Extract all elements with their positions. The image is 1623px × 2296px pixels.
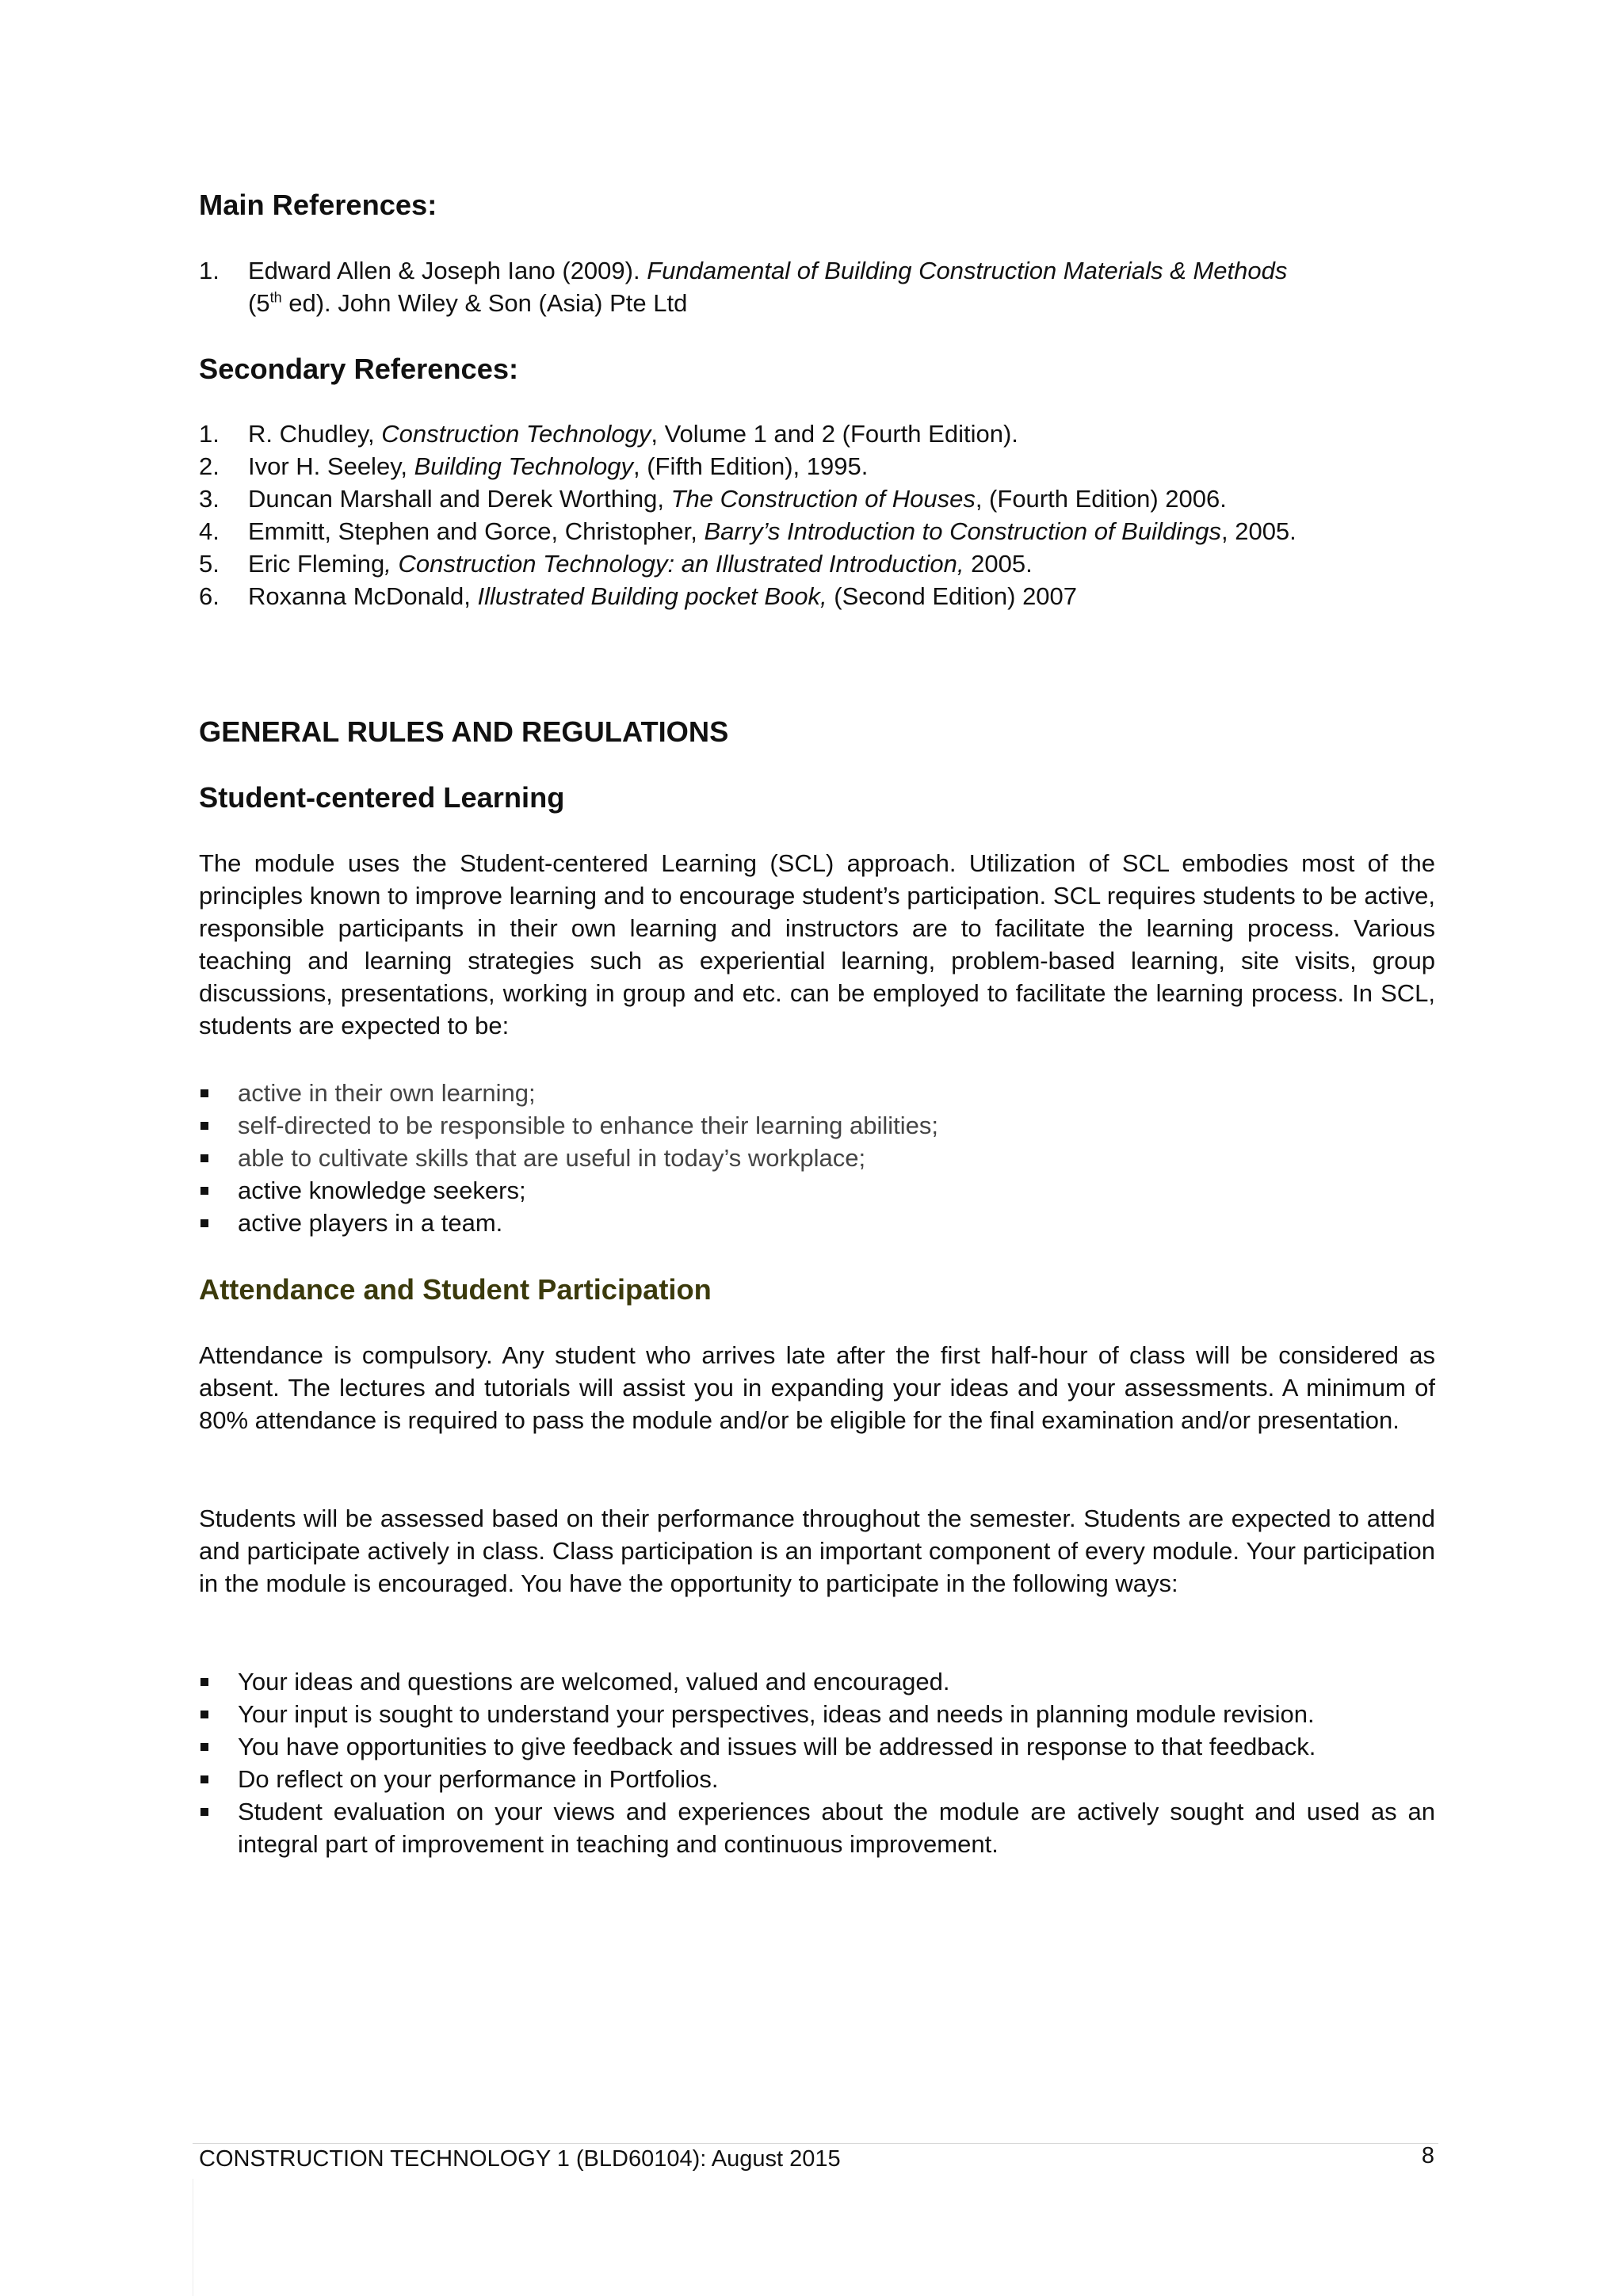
scl-bullet-item: active knowledge seekers;: [199, 1174, 1435, 1207]
scl-bullet-list: [199, 1077, 1435, 1239]
participation-bullet-item: Student evaluation on your views and experiences about the module are actively sought and used as an integral part of improvement in teaching and continuous improvement.: [199, 1795, 1435, 1860]
participation-bullet-item: Your ideas and questions are welcomed, valued and encouraged.: [199, 1665, 1435, 1698]
page-number: 8: [1421, 2143, 1434, 2168]
attendance-heading: Attendance and Student Participation: [199, 1273, 712, 1306]
secondary-references-heading: Secondary References:: [199, 353, 519, 385]
participation-bullet-item: You have opportunities to give feedback and issues will be addressed in response to that feedback.: [199, 1730, 1435, 1763]
scl-paragraph: The module uses the Student-centered Learning (SCL) approach. Utilization of SCL embodies most of the principles known to improve learning and to encourage student’s participation. SCL requires students to be active, responsible participants in their own learning and instructors are to facilitate the learning process. Various teaching and learning strategies such as experiential learning, problem-based learning, site visits, group discussions, presentations, working in group and etc. can be employed to facilitate the learning process. In SCL, students are expected to be:: [199, 849, 1435, 1039]
scl-heading: Student-centered Learning: [199, 781, 565, 814]
secondary-reference-item: 6. Roxanna McDonald, Illustrated Building pocket Book, (Second Edition) 2007: [199, 582, 1078, 610]
scl-bullet-item: active in their own learning;: [199, 1077, 1435, 1109]
secondary-reference-item: 2. Ivor H. Seeley, Building Technology, (Fifth Edition), 1995.: [199, 452, 869, 480]
secondary-reference-item: 1. R. Chudley, Construction Technology, Volume 1 and 2 (Fourth Edition).: [199, 420, 1018, 448]
secondary-references-list: [199, 418, 1435, 612]
general-rules-heading: GENERAL RULES AND REGULATIONS: [199, 715, 729, 748]
participation-bullet-item: Your input is sought to understand your perspectives, ideas and needs in planning module revision.: [199, 1698, 1435, 1730]
attendance-paragraph-1: Attendance is compulsory. Any student who arrives late after the first half-hour of class will be considered as absent. The lectures and tutorials will assist you in expanding your ideas and your assessments. A minimum of 80% attendance is required to pass the module and/or be eligible for the final examination and/or presentation.: [199, 1341, 1435, 1434]
participation-bullet-list: [199, 1665, 1435, 1860]
main-reference-item-1: 1. Edward Allen & Joseph Iano (2009). Fundamental of Building Construction Materials & Methods (5th ed). John Wiley & Son (Asia) Pte Ltd: [199, 257, 1288, 317]
scl-bullet-item: self-directed to be responsible to enhance their learning abilities;: [199, 1109, 1435, 1142]
main-references-list: [199, 254, 1435, 319]
main-references-heading: Main References:: [199, 189, 437, 221]
secondary-reference-item: 3. Duncan Marshall and Derek Worthing, The Construction of Houses, (Fourth Edition) 2006.: [199, 485, 1227, 513]
footer-course-title: CONSTRUCTION TECHNOLOGY 1 (BLD60104): August 2015: [199, 2146, 841, 2172]
participation-bullet-item: Do reflect on your performance in Portfolios.: [199, 1763, 1435, 1795]
attendance-paragraph-2: Students will be assessed based on their performance throughout the semester. Students are expected to attend and participate actively in class. Class participation is an important component of every module. Your participation in the module is encouraged. You have the opportunity to participate in the following ways:: [199, 1505, 1435, 1597]
secondary-reference-item: 4. Emmitt, Stephen and Gorce, Christopher, Barry’s Introduction to Construction of Buildings, 2005.: [199, 517, 1296, 545]
scl-bullet-item: able to cultivate skills that are useful in today’s workplace;: [199, 1142, 1435, 1174]
scl-bullet-item: active players in a team.: [199, 1207, 1435, 1239]
secondary-reference-item: 5. Eric Fleming, Construction Technology: an Illustrated Introduction, 2005.: [199, 550, 1033, 578]
